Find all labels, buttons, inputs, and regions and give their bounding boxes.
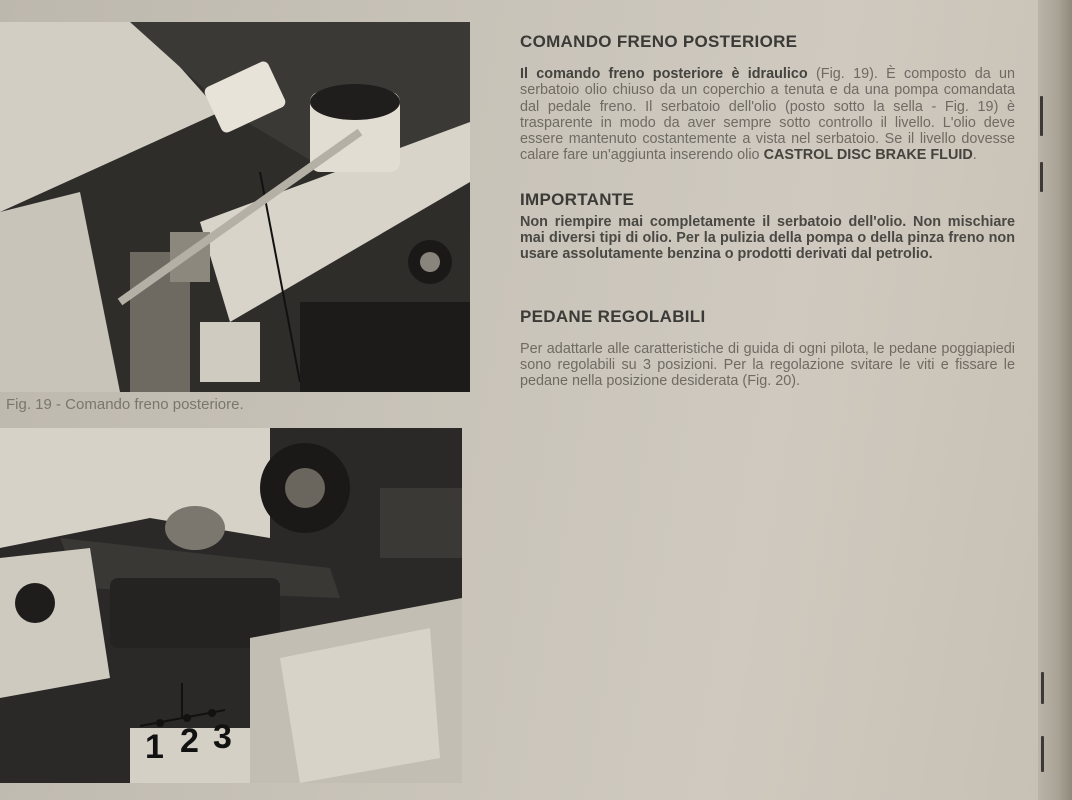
- section-body: Per adattarle alle caratteristiche di guida di ogni pilota, le pedane poggiapiedi sono regolabili su 3 posizioni. Per la regolazione svitare le viti e fissare le pedane nella posizione desiderata (Fig. 20).: [520, 340, 1015, 390]
- figure-19-caption: Fig. 19 - Comando freno posteriore.: [6, 396, 244, 413]
- page-edge-mark: [1041, 736, 1044, 772]
- section-comando-freno: [520, 32, 1015, 164]
- figure-20-photo: [0, 428, 462, 783]
- body-text: (Fig. 19). È composto da un serbatoio olio chiuso da un coperchio a tenuta e da una pompa comandata dal pedale freno. Il serbatoio dell'olio (posto sotto la sella - Fig. 19) è trasparente in modo da aver sempre sotto controllo il livello. L'olio deve essere mantenuto costantemente a vista nel serbatoio. Se il livello dovesse calare fare un'aggiunta inserendo olio: [520, 66, 1016, 164]
- rear-brake-control-image: [0, 22, 470, 392]
- page-edge: [1038, 0, 1072, 800]
- page-edge-mark: [1041, 672, 1044, 704]
- section-heading: IMPORTANTE: [520, 189, 635, 209]
- text-column: [520, 32, 1015, 390]
- page-edge-mark: [1040, 162, 1043, 192]
- figure-19-photo: [0, 22, 470, 392]
- footrest-position-2-label: 2: [180, 722, 199, 760]
- section-importante: [520, 190, 1015, 263]
- body-end: .: [972, 147, 977, 164]
- section-heading: PEDANE REGOLABILI: [520, 306, 706, 326]
- footrest-position-1-label: 1: [145, 728, 164, 766]
- page-edge-mark: [1040, 96, 1043, 136]
- intro-bold-text: Il comando freno posteriore è idraulico: [520, 66, 808, 82]
- brand-bold-text: CASTROL DISC BRAKE FLUID: [763, 147, 973, 164]
- section-heading: COMANDO FRENO POSTERIORE: [520, 32, 798, 51]
- section-body: [520, 66, 1015, 164]
- section-body: Non riempire mai completamente il serbatoio dell'olio. Non mischiare mai diversi tipi di olio. Per la pulizia della pompa o della pinza freno non usare assolutamente benzina o prodotti derivati dal petrolio.: [520, 213, 1015, 263]
- footrest-position-3-label: 3: [213, 718, 232, 756]
- section-pedane: [520, 307, 1015, 390]
